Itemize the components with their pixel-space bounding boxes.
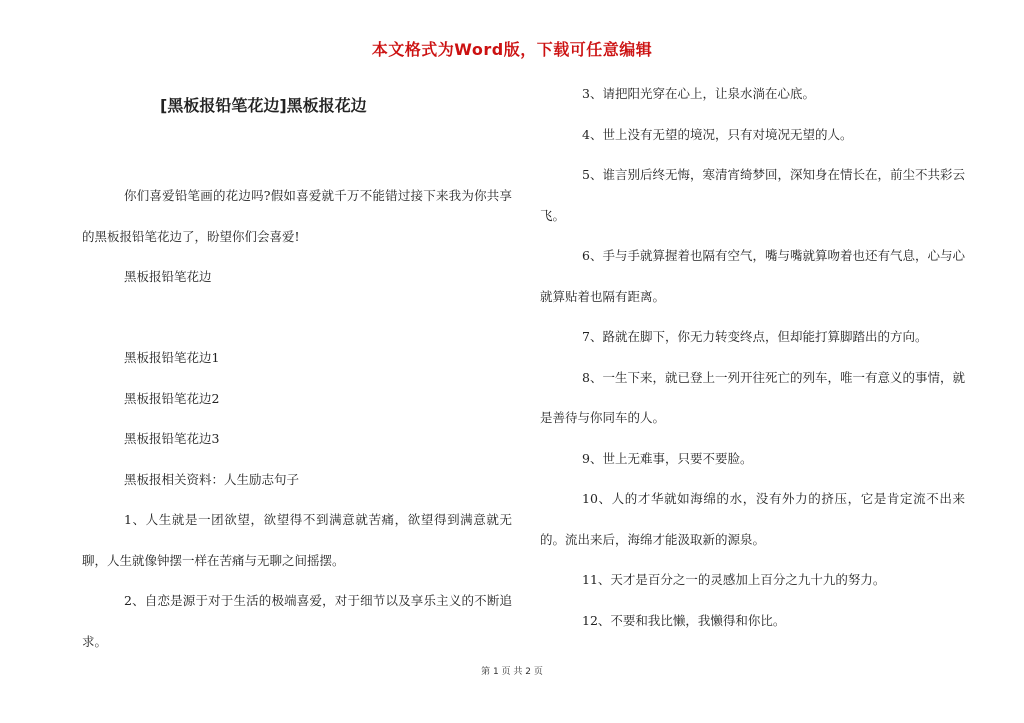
image-caption-3: 黑板报铅笔花边3 xyxy=(124,431,220,446)
right-column xyxy=(540,74,965,641)
intro-paragraph: 你们喜爱铅笔画的花边吗?假如喜爱就千万不能错过接下来我为你共享的黑板报铅笔花边了，盼望你们会喜爱! xyxy=(82,188,512,244)
quote-item-5: 5、谁言别后终无悔，寒清宵绮梦回，深知身在情长在，前尘不共彩云飞。 xyxy=(540,167,965,223)
page-number-footer: 第 1 页 共 2 页 xyxy=(481,667,543,677)
quote-item-11: 11、天才是百分之一的灵感加上百分之九十九的努力。 xyxy=(582,572,886,587)
quote-item-10: 10、人的才华就如海绵的水，没有外力的挤压，它是肯定流不出来的。流出来后，海绵才能汲取新的源泉。 xyxy=(540,491,965,547)
quote-item-1: 1、人生就是一团欲望，欲望得不到满意就苦痛，欲望得到满意就无聊，人生就像钟摆一样在苦痛与无聊之间摇摆。 xyxy=(82,512,512,568)
quote-item-8: 8、一生下来，就已登上一列开往死亡的列车，唯一有意义的事情，就是善待与你同车的人。 xyxy=(540,369,965,425)
quote-item-9: 9、世上无难事，只要不要脸。 xyxy=(582,450,753,466)
quote-item-2: 2、自恋是源于对于生活的极端喜爱，对于细节以及享乐主义的不断追求。 xyxy=(82,593,512,649)
quote-item-12: 12、不要和我比懒，我懒得和你比。 xyxy=(582,612,786,628)
word-format-banner: 本文格式为Word版，下载可任意编辑 xyxy=(371,40,653,59)
quote-item-7: 7、路就在脚下，你无力转变终点，但却能打算脚踏出的方向。 xyxy=(582,329,928,344)
image-caption-1: 黑板报铅笔花边1 xyxy=(124,350,220,365)
quote-item-6: 6、手与手就算握着也隔有空气，嘴与嘴就算吻着也还有气息，心与心就算贴着也隔有距离。 xyxy=(540,248,965,304)
quote-item-3: 3、请把阳光穿在心上，让泉水淌在心底。 xyxy=(582,86,815,101)
image-caption-2: 黑板报铅笔花边2 xyxy=(124,390,220,406)
related-material-heading: 黑板报相关资料：人生励志句子 xyxy=(124,471,300,487)
quote-item-4: 4、世上没有无望的境况，只有对境况无望的人。 xyxy=(582,126,853,142)
left-column xyxy=(82,176,512,662)
section-heading: 黑板报铅笔花边 xyxy=(124,269,212,284)
document-title: [黑板报铅笔花边]黑板报花边 xyxy=(160,96,367,115)
